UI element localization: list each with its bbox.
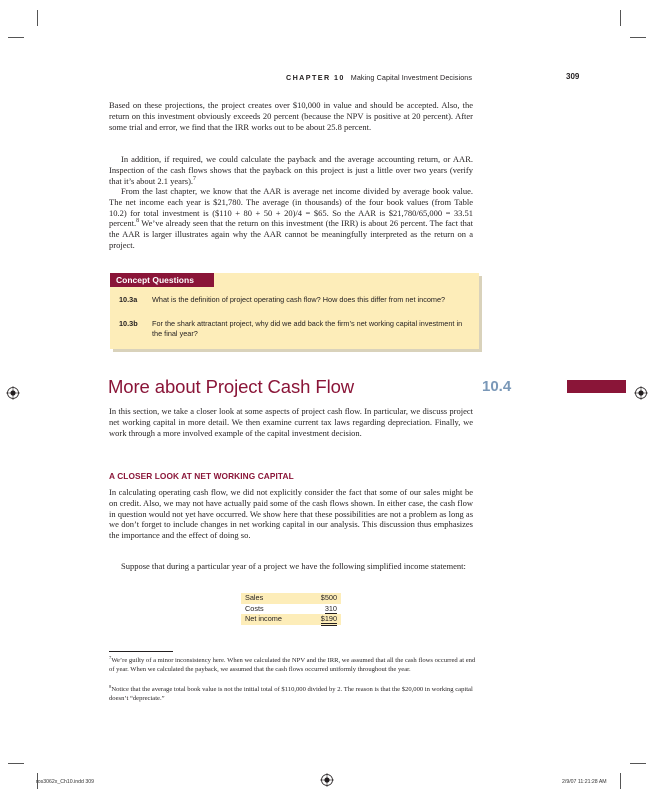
registration-target-icon [320,773,334,787]
registration-target-icon [6,386,20,400]
question-text: What is the definition of project operating cash flow? How does this differ from net income? [152,295,446,304]
concept-questions-box [110,273,479,349]
slug-filename: ros3062x_Ch10.indd 309 [36,779,94,785]
income-statement-table [241,593,341,625]
crop-mark [8,37,24,38]
section-marker-bar [567,380,626,393]
row-label: Net income [245,614,282,623]
footnote-ref: 7 [193,175,197,182]
crop-mark [620,10,621,26]
footnote-mark: 8 [109,683,112,689]
footnote-divider [109,651,173,652]
body-paragraph: In addition, if required, we could calculate the payback and the average accounting return, or AAR. Inspection of the cash flows shows that the payback on this project is just a little over two years (verify that it’s about 2.1 years).$^7$ [109,154,473,186]
section-title: More about Project Cash Flow [108,376,355,397]
crop-mark [8,763,24,764]
footnote-mark: 7 [109,654,112,660]
registration-target-icon [634,386,648,400]
row-value: $190 [321,614,337,626]
running-head [286,73,472,82]
row-label: Sales [245,593,264,602]
chapter-title: Making Capital Investment Decisions [350,73,473,82]
body-paragraph: From the last chapter, we know that the AAR is average net income divided by average book value. The net income each year is $21,780. The average (in thousands) of the four book values (from Table 10.2) for total investment is ($110 + 80 + 50 + 20)/4 = $65. So the AAR is $21,780/65,000 = 33.51 percent.$^8$ We’ve already seen that the return on this investment (the IRR) is about 26 percent. The fact that the AAR is larger illustrates again why the AAR cannot be meaningfully interpreted as the return on a project. [109,186,473,250]
body-paragraph: Suppose that during a particular year of a project we have the following simplified income statement: [121,561,466,571]
crop-mark [630,763,646,764]
question-number: 10.3b [119,319,138,328]
footnote: $^8$Notice that the average total book value is not the initial total of $110,000 divided by 2. The reason is that the $20,000 in working capital doesn’t “depreciate.” [109,683,473,702]
table-row [241,593,341,604]
row-label: Costs [245,603,264,613]
subsection-title: A CLOSER LOOK AT NET WORKING CAPITAL [109,471,294,481]
crop-mark [37,10,38,26]
concept-questions-heading: Concept Questions [110,273,214,287]
section-number: 10.4 [482,378,512,395]
footnote-ref: 8 [136,218,140,225]
footnote: $^7$We’re guilty of a minor inconsistency here. When we calculated the NPV and the IRR, we assumed that all the cash flows occurred at end of year. When we calculated the payback, we assumed that the cash flows occurred uniformly throughout the year. [109,654,476,673]
crop-mark [620,773,621,789]
section-intro: In this section, we take a closer look at some aspects of project cash flow. In particular, we discuss project net working capital in more detail. We then examine current tax laws regarding depreciation. Finally, we work through a more involved example of the capital investment decision. [109,406,473,438]
page-number: 309 [566,72,580,81]
slug-timestamp: 2/9/07 11:21:28 AM [562,779,607,785]
table-row [241,604,341,615]
crop-mark [630,37,646,38]
body-paragraph: In calculating operating cash flow, we did not explicitly consider the fact that some of our sales might be on credit. Also, we may not have actually paid some of the cash flows shown. In either case, the cash flow in question would not yet have occurred. We show here that these possibilities are not a problem as long as we don’t forget to include changes in net working capital in our analysis. This discussion thus emphasizes the importance and the effect of doing so. [109,487,473,541]
row-value: 310 [324,603,337,613]
row-value: $500 [320,593,337,602]
body-paragraph: Based on these projections, the project creates over $10,000 in value and should be accepted. Also, the return on this investment obviously exceeds 20 percent (because the NPV is positive at 20 percent). After some trial and error, we find that the IRR works out to be about 25.8 percent. [109,100,473,132]
chapter-label: CHAPTER 10 [286,73,345,82]
table-row [241,614,341,625]
question-text: For the shark attractant project, why did we add back the firm’s net working capital investment in the final year? [152,319,463,338]
question-number: 10.3a [119,295,138,304]
